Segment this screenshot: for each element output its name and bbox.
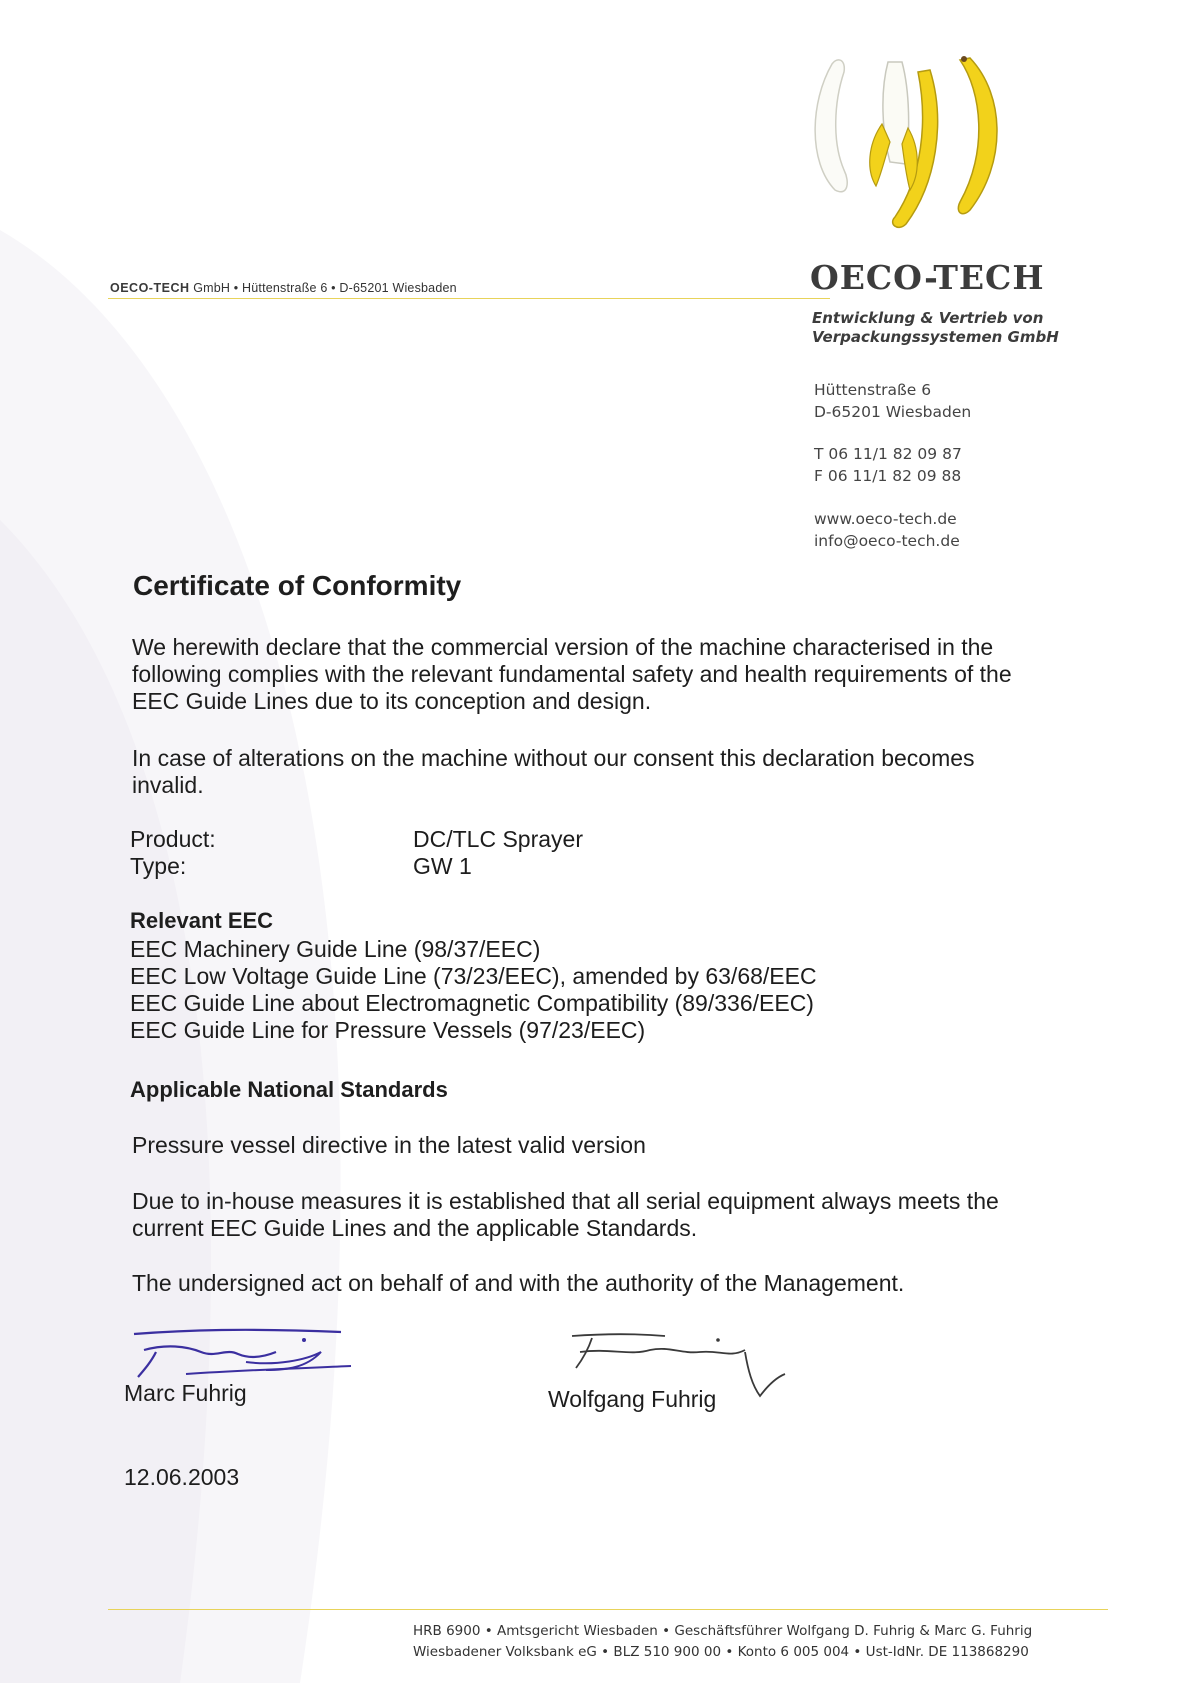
tagline-line-1: Entwicklung & Vertrieb von — [812, 309, 1044, 327]
company-web-block — [814, 508, 960, 552]
fax-number: F 06 11/1 82 09 88 — [814, 467, 962, 485]
sender-line — [110, 281, 457, 295]
company-phone-block — [814, 443, 962, 487]
eec-item: EEC Guide Line about Electromagnetic Compatibility (89/336/EEC) — [130, 990, 814, 1016]
product-label: Product: — [130, 826, 216, 852]
standards-heading: Applicable National Standards — [130, 1077, 448, 1102]
signature-marc — [126, 1322, 356, 1382]
declaration-paragraph: We herewith declare that the commercial version of the machine characterised in the following complies with the relevant fundamental safety and health requirements of the EEC Guide Lines due to its conception and design. — [132, 634, 1012, 714]
signer-1-name: Marc Fuhrig — [124, 1380, 247, 1406]
footer — [413, 1621, 1032, 1663]
standards-text: Pressure vessel directive in the latest valid version — [132, 1132, 646, 1158]
company-brand: OECO-TECH — [810, 258, 1045, 297]
eec-heading: Relevant EEC — [130, 908, 274, 933]
document-date: 12.06.2003 — [124, 1464, 240, 1490]
alteration-paragraph: In case of alterations on the machine without our consent this declaration becomes invalid. — [132, 745, 975, 798]
company-tagline — [812, 309, 1112, 347]
authority-paragraph: The undersigned act on behalf of and with the authority of the Management. — [132, 1270, 905, 1296]
eec-item: EEC Guide Line for Pressure Vessels (97/23/EEC) — [130, 1017, 646, 1043]
eec-item: EEC Low Voltage Guide Line (73/23/EEC), amended by 63/68/EEC — [130, 963, 817, 989]
sender-company: OECO-TECH — [110, 281, 190, 295]
address-city: D-65201 Wiesbaden — [814, 403, 972, 421]
sender-address: GmbH • Hüttenstraße 6 • D-65201 Wiesbaden — [193, 281, 457, 295]
website: www.oeco-tech.de — [814, 510, 957, 528]
in-house-paragraph: Due to in-house measures it is established that all serial equipment always meets the current EEC Guide Lines and the applicable Standards. — [132, 1188, 999, 1241]
type-label: Type: — [130, 853, 187, 879]
eec-list — [130, 936, 817, 1044]
address-street: Hüttenstraße 6 — [814, 381, 932, 399]
tagline-line-2: Verpackungssystemen GmbH — [812, 328, 1059, 346]
document-title: Certificate of Conformity — [133, 570, 462, 601]
eec-item: EEC Machinery Guide Line (98/37/EEC) — [130, 936, 541, 962]
footer-line-1: HRB 6900 • Amtsgericht Wiesbaden • Geschäftsführer Wolfgang D. Fuhrig & Marc G. Fuhrig — [413, 1623, 1033, 1639]
email-address: info@oeco-tech.de — [814, 532, 960, 550]
footer-divider — [108, 1609, 1108, 1610]
header-divider — [108, 298, 830, 299]
footer-line-2: Wiesbadener Volksbank eG • BLZ 510 900 00 • Konto 6 005 004 • Ust-IdNr. DE 113868290 — [413, 1644, 1029, 1660]
banana-logo — [810, 52, 1030, 232]
type-value: GW 1 — [413, 853, 472, 879]
product-value: DC/TLC Sprayer — [413, 826, 583, 852]
signer-2-name: Wolfgang Fuhrig — [548, 1386, 717, 1412]
company-address — [814, 379, 971, 423]
phone-number: T 06 11/1 82 09 87 — [814, 445, 962, 463]
